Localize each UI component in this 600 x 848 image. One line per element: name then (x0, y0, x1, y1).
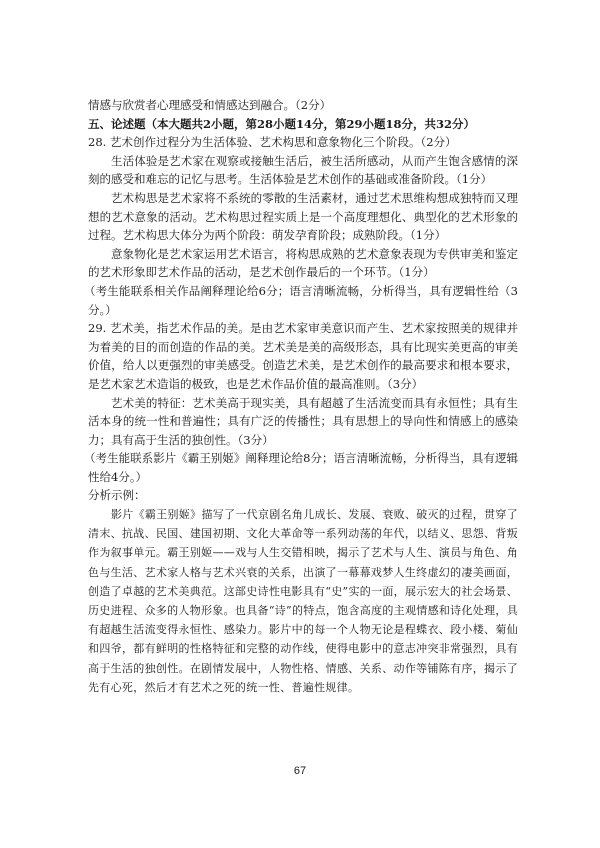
q29-scoring-note: （考生能联系影片《霸王别姬》阐释理论给8分；语言清晰流畅，分析得当，具有逻辑性给4分。） (84, 451, 518, 484)
document-body (84, 96, 518, 697)
section-heading: 五、论述题（本大题共2小题，第28小题14分，第29小题18分，共32分） (88, 116, 476, 131)
q28-art-conception: 艺术构思是艺术家将不系统的零散的生活素材，通过艺术思维构想成独特而又理想的艺术意象的活动。艺术构思过程实质上是一个高度理想化、典型化的艺术形象的过程。艺术构思大体分为两个阶段：萌发孕育阶段；成熟阶段。（1分） (88, 190, 518, 243)
example-analysis: 影片《霸王别姬》描写了一代京剧名角儿成长、发展、衰败、破灭的过程，贯穿了清末、抗战、民国、建国初期、文化大革命等一系列动荡的年代，以结义、思怨、背叛作为叙事单元。霸王别姬——戏与人生交错相映，揭示了艺术与人生、演员与角色、角色与生活、艺术家人格与艺术兴衰的关系，出演了一幕幕戏梦人生终虚幻的凄美画面，创造了卓越的艺术美典范。这部史诗性电影具有“史”实的一面，展示宏大的社会场景、历史进程、众多的人物形象。也具备“诗”的特点，饱含高度的主观情感和诗化处理，具有超越生活流变得永恒性、感染力。影片中的每一个人物无论是程蝶衣、段小楼、菊仙和四爷，都有鲜明的性格特征和完整的动作线，使得电影中的意志冲突非常强烈，具有高于生活的独创性。在剧情发展中，人物性格、情感、关系、动作等铺陈有序，揭示了先有心死，然后才有艺术之死的统一性、普遍性规律。 (88, 508, 518, 694)
question-28-answer: 28. 艺术创作过程分为生活体验、艺术构思和意象物化三个阶段。（2分） (88, 135, 457, 150)
question-29-answer: 29. 艺术美，指艺术作品的美。是由艺术家审美意识而产生、艺术家按照美的规律并为着美的目的而创造的作品的美。艺术美是美的高级形态，具有比现实美更高的审美价值，给人以更强烈的审美感受。创造艺术美，是艺术创作的最高要求和根本要求，是艺术家艺术造诣的极致，也是艺术作品价值的最高准则。（3分） (88, 321, 518, 391)
q28-life-experience: 生活体验是艺术家在观察或接触生活后，被生活所感动，从而产生饱含感情的深刻的感受和难忘的记忆与思考。生活体验是艺术创作的基础或准备阶段。（1分） (88, 153, 518, 187)
q29-art-beauty-features: 艺术美的特征：艺术美高于现实美，具有超越了生活流变而具有永恒性；具有生活本身的统一性和普遍性；具有广泛的传播性；具有思想上的导向性和情感上的感染力；具有高于生活的独创性。（3分） (88, 395, 518, 447)
page-number: 67 (293, 765, 307, 777)
q28-scoring-note: （考生能联系相关作品阐释理论给6分；语言清晰流畅，分析得当，具有逻辑性给（3分。） (84, 283, 518, 317)
paragraph-continuation: 情感与欣赏者心理感受和情感达到融合。（2分） (88, 98, 332, 112)
q28-materialization: 意象物化是艺术家运用艺术语言，将构思成熟的艺术意象表现为专供审美和鉴定的艺术形象即艺术作品的活动，是艺术创作最后的一个环节。（1分） (88, 246, 518, 280)
example-label: 分析示例： (88, 488, 146, 503)
